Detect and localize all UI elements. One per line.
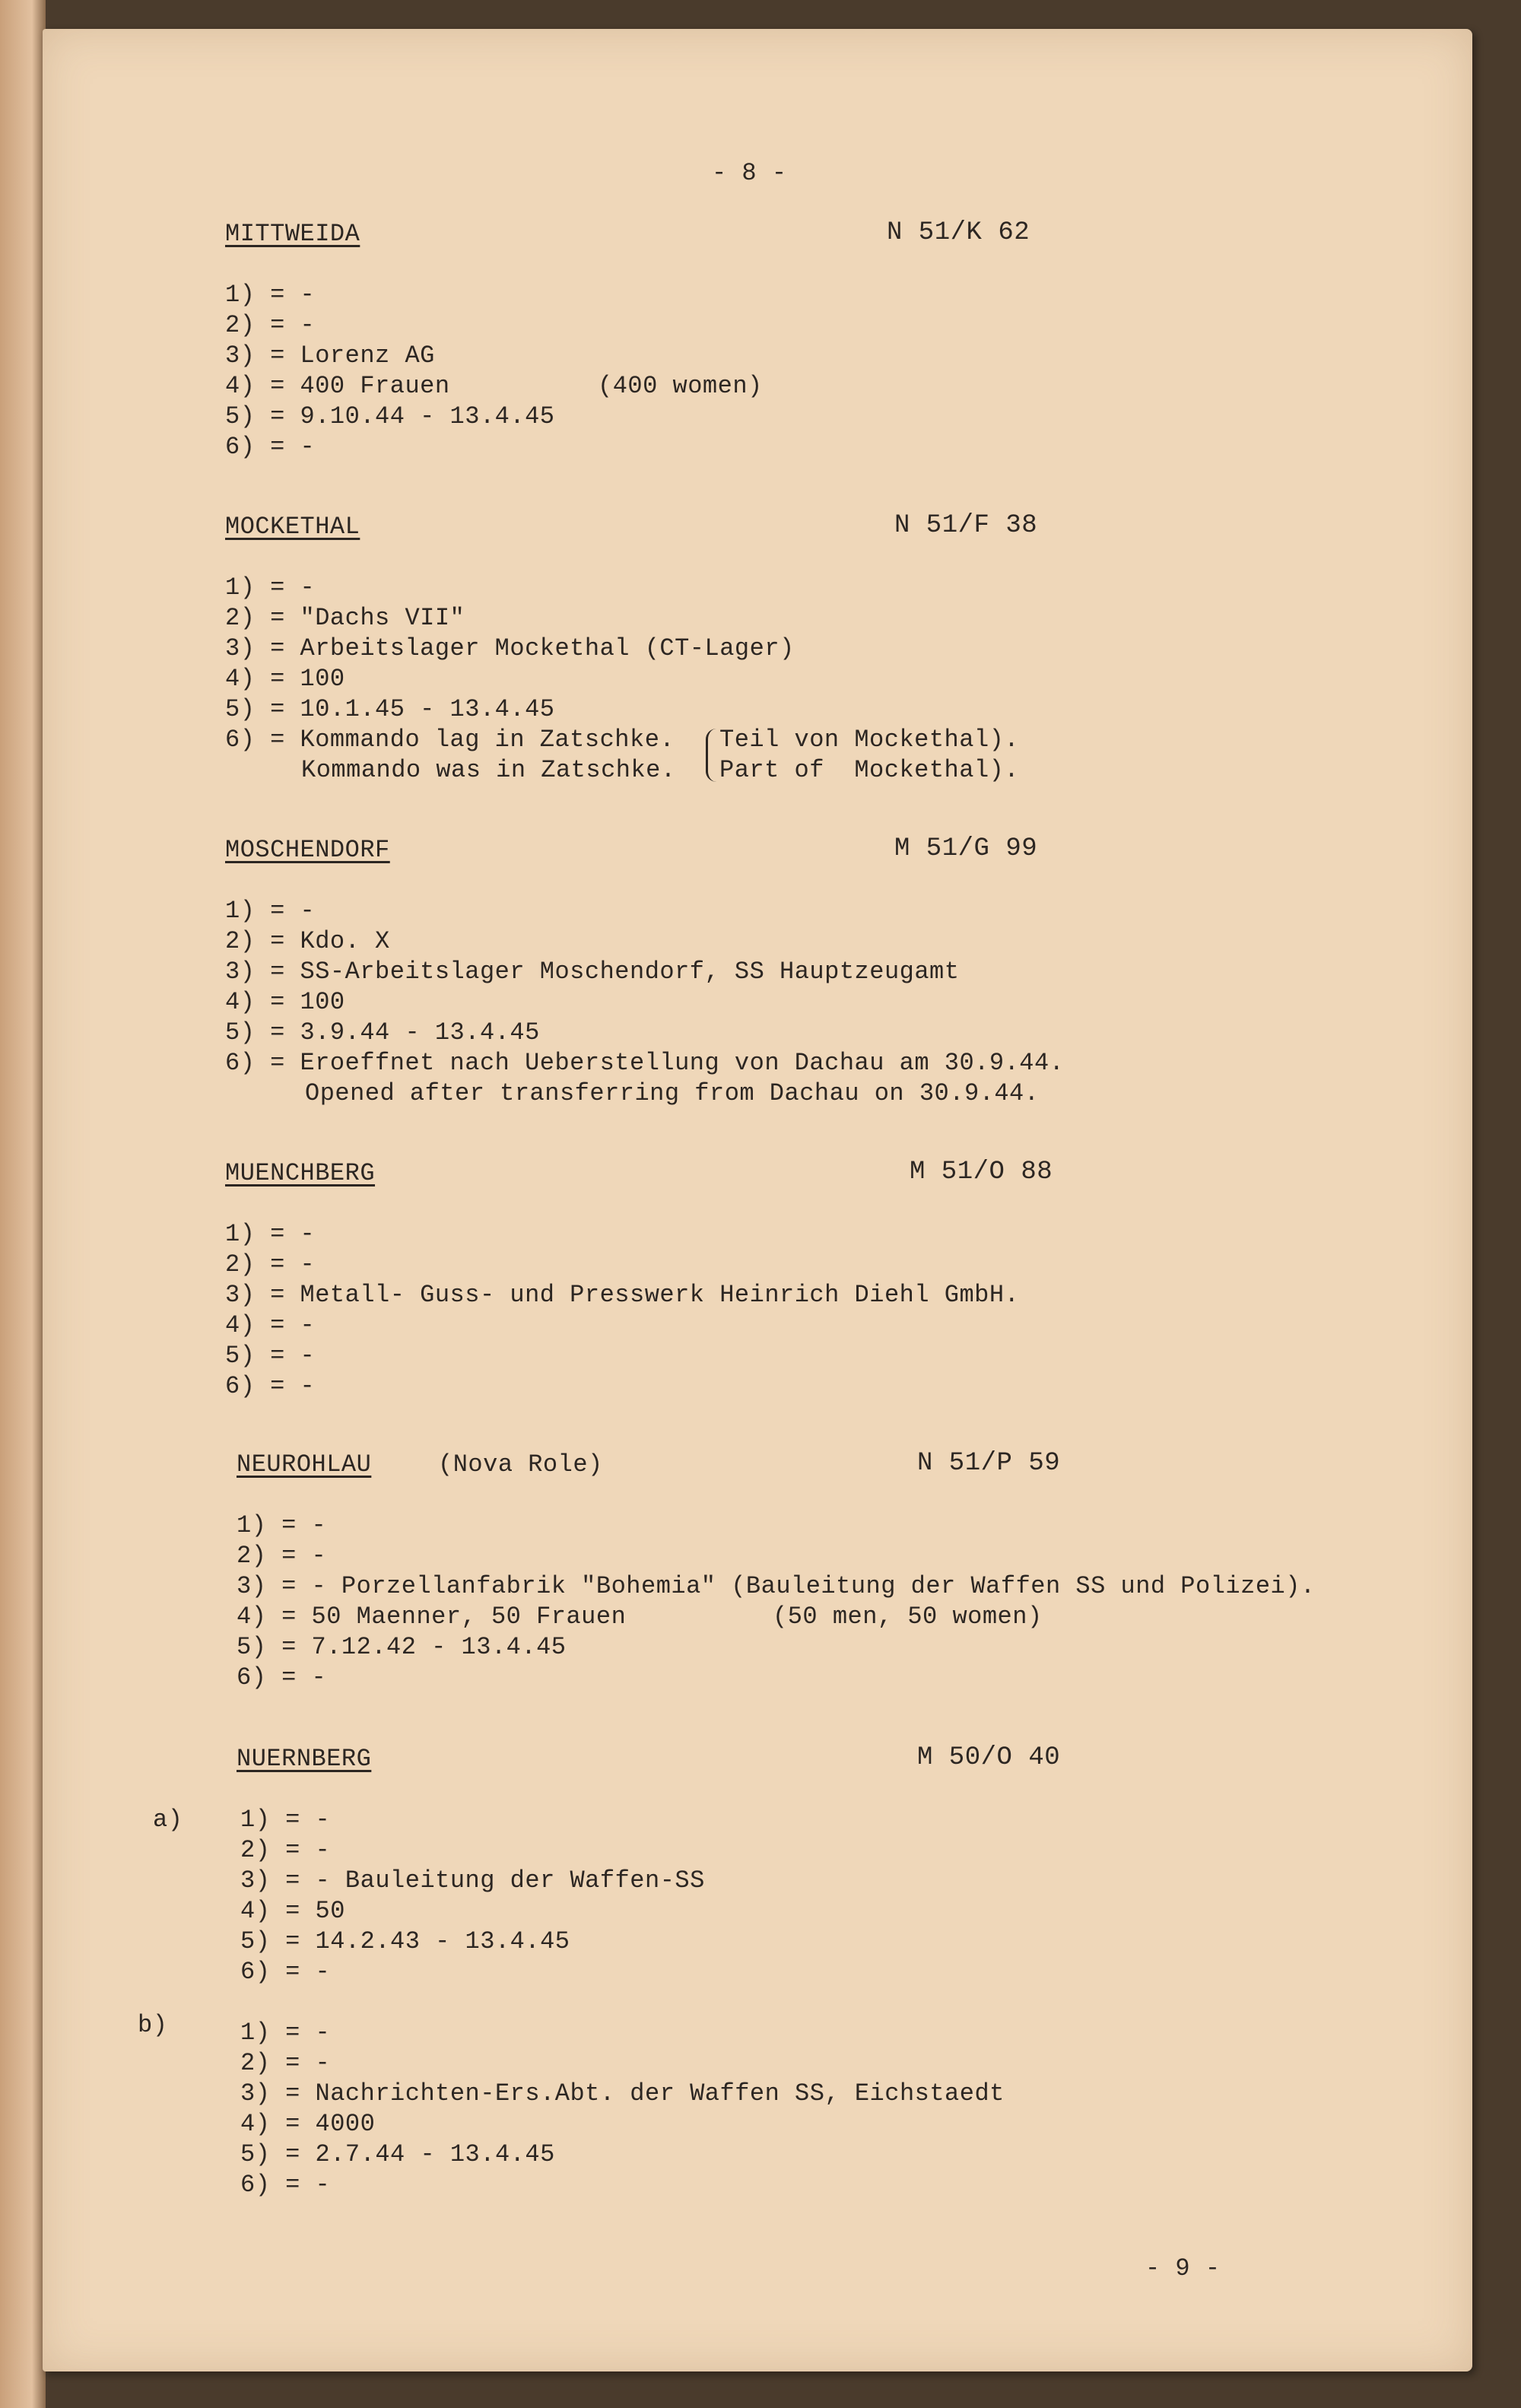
entry-code-mockethal: N 51/F 38	[894, 511, 1038, 540]
entry-line: 3) = Lorenz AG	[225, 342, 435, 370]
entry-line: 6) = -	[240, 1958, 331, 1986]
entry-line: Opened after transferring from Dachau on 30.9.44.	[305, 1079, 1040, 1107]
entry-line: 2) = Kdo. X	[225, 927, 390, 955]
entry-line: 6) = -	[237, 1663, 327, 1692]
entry-line: 3) = - Bauleitung der Waffen-SS	[240, 1866, 705, 1895]
entry-line: 1) = -	[225, 573, 316, 602]
note-en-mockethal: Part of Mockethal).	[719, 756, 1020, 784]
entry-code-muenchberg: M 51/O 88	[910, 1158, 1053, 1187]
entry-title-neurohlau: NEUROHLAU	[237, 1450, 372, 1479]
entry-line: 4) = 400 Frauen	[225, 372, 450, 400]
entry-line: 1) = -	[225, 1220, 316, 1248]
entry-line: 5) = 2.7.44 - 13.4.45	[240, 2140, 555, 2168]
entry-code-nuernberg: M 50/O 40	[917, 1743, 1061, 1772]
entry-line: 3) = SS-Arbeitslager Moschendorf, SS Hauptzeugamt	[225, 958, 960, 986]
page-number-top: - 8 -	[712, 159, 787, 187]
entry-line: 5) = 7.12.42 - 13.4.45	[237, 1633, 567, 1661]
entry-line: 2) = -	[225, 311, 316, 339]
entry-line: 5) = 10.1.45 - 13.4.45	[225, 695, 555, 723]
entry-title-mockethal: MOCKETHAL	[225, 513, 360, 541]
entry-code-moschendorf: M 51/G 99	[894, 834, 1038, 863]
entry-line: 1) = -	[237, 1511, 327, 1539]
entry-title-moschendorf: MOSCHENDORF	[225, 836, 390, 864]
entry-line: 1) = -	[225, 897, 316, 925]
entry-code-neurohlau: N 51/P 59	[917, 1449, 1061, 1478]
translation-neurohlau: (50 men, 50 women)	[773, 1603, 1043, 1631]
previous-page-edge	[0, 0, 46, 2408]
entry-line: 6) = Eroeffnet nach Ueberstellung von Dachau am 30.9.44.	[225, 1049, 1065, 1077]
entry-subtitle-neurohlau: (Nova Role)	[438, 1450, 603, 1479]
entry-title-muenchberg: MUENCHBERG	[225, 1159, 376, 1187]
entry-line: 4) = 50	[240, 1897, 345, 1925]
entry-line: 2) = -	[240, 2049, 331, 2077]
entry-line: 6) = -	[225, 1372, 316, 1400]
entry-title-mittweida: MITTWEIDA	[225, 220, 360, 248]
entry-line: 6) = -	[225, 433, 316, 461]
entry-line: 2) = -	[237, 1542, 327, 1570]
entry-line: 2) = -	[225, 1250, 316, 1279]
page-number-bottom: - 9 -	[1145, 2254, 1221, 2283]
entry-line: 3) = Arbeitslager Mockethal (CT-Lager)	[225, 634, 795, 662]
entry-line: 2) = -	[240, 1836, 331, 1864]
entry-line: 4) = 4000	[240, 2110, 376, 2138]
entry-line: 5) = 9.10.44 - 13.4.45	[225, 402, 555, 430]
entry-line: 4) = -	[225, 1311, 316, 1339]
entry-line: 6) = -	[240, 2171, 331, 2199]
entry-line: 1) = -	[225, 281, 316, 309]
entry-title-nuernberg: NUERNBERG	[237, 1745, 372, 1773]
entry-line: 4) = 100	[225, 665, 345, 693]
sub-label-b: b)	[138, 2011, 168, 2039]
entry-code-mittweida: N 51/K 62	[887, 218, 1030, 247]
entry-line: 3) = - Porzellanfabrik "Bohemia" (Bauleitung der Waffen SS und Polizei).	[237, 1572, 1316, 1600]
document-page	[43, 29, 1472, 2371]
entry-line: 2) = "Dachs VII"	[225, 604, 465, 632]
translation-mittweida: (400 women)	[598, 372, 763, 400]
entry-line: 3) = Nachrichten-Ers.Abt. der Waffen SS, Eichstaedt	[240, 2079, 1005, 2108]
entry-line: 6) = Kommando lag in Zatschke.	[225, 726, 675, 754]
entry-line: 1) = -	[240, 1806, 331, 1834]
entry-line: 5) = 14.2.43 - 13.4.45	[240, 1927, 570, 1955]
brace-left	[706, 729, 719, 782]
entry-line: 5) = -	[225, 1342, 316, 1370]
note-de-mockethal: Teil von Mockethal).	[719, 726, 1020, 754]
entry-line: 3) = Metall- Guss- und Presswerk Heinrich Diehl GmbH.	[225, 1281, 1020, 1309]
entry-line: 1) = -	[240, 2019, 331, 2047]
entry-line: 4) = 50 Maenner, 50 Frauen	[237, 1603, 627, 1631]
entry-line: 4) = 100	[225, 988, 345, 1016]
sub-label-a: a)	[153, 1806, 183, 1834]
entry-line: 5) = 3.9.44 - 13.4.45	[225, 1018, 540, 1047]
entry-line: Kommando was in Zatschke.	[301, 756, 676, 784]
